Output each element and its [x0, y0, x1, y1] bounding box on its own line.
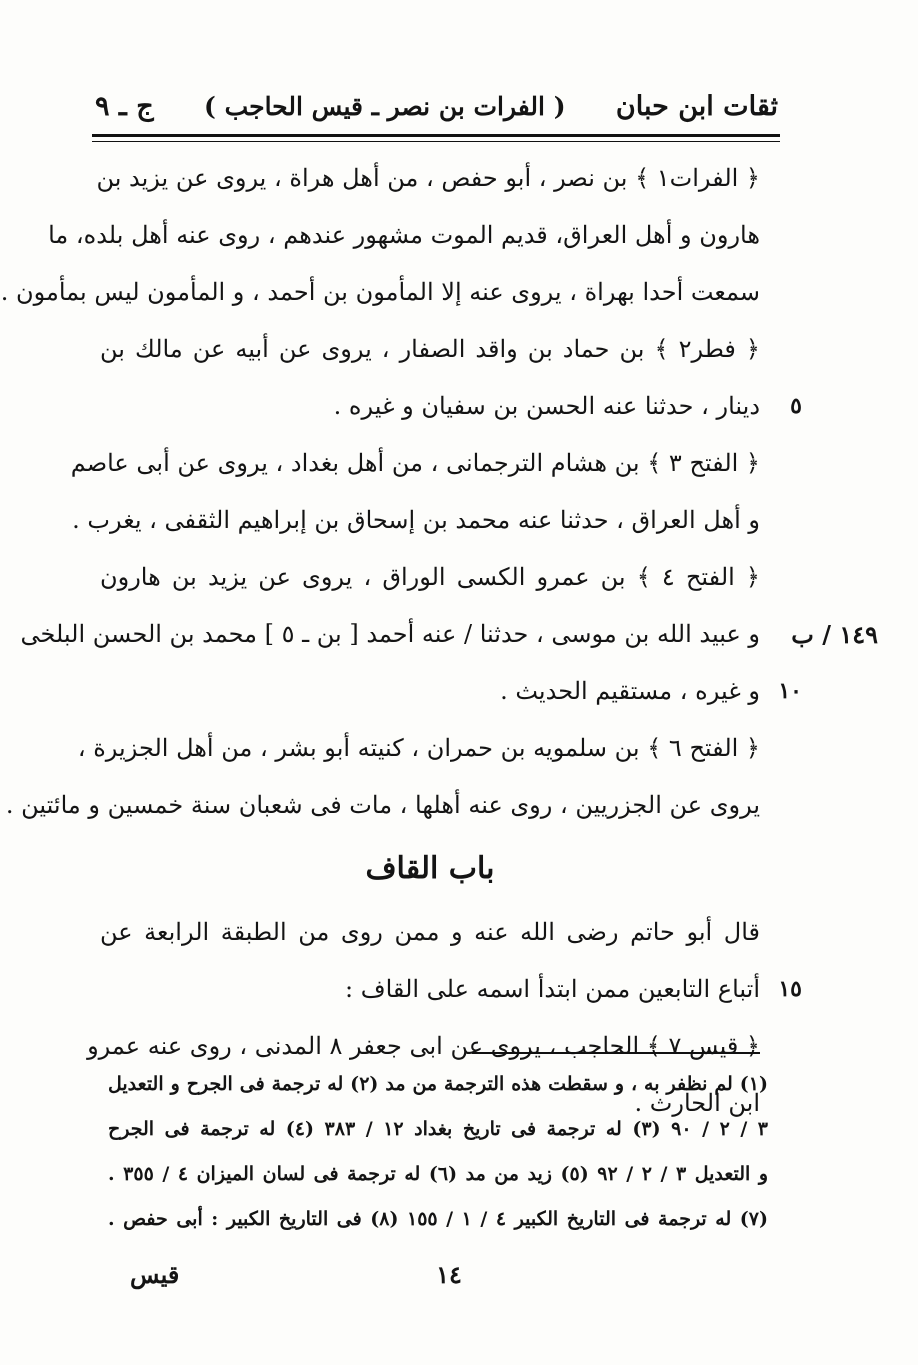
text-line-3: سمعت أحدا بهراة ، يروى عنه إلا المأمون بن أحمد ، و المأمون ليس بمأمون . [0, 278, 760, 306]
text-line-16: ابن الحارث . [634, 1089, 760, 1117]
text-line-9: و عبيد الله بن موسى ، حدثنا / عنه أحمد [ بن ـ ٥ ] محمد بن الحسن البلخى ١٤٩ / ب [100, 606, 760, 663]
footnote-line: ٣ / ٢ / ٩٠ (٣) له ترجمة فى تاريخ بغداد ١٢ / ٣٨٣ (٤) له ترجمة فى الجرح [108, 1118, 769, 1140]
text-line-8: ﴿ الفتح ٤ ﴾ بن عمرو الكسى الوراق ، يروى عن يزيد بن هارون [100, 563, 760, 591]
text-line-15: ﴿ قيس ٧ ﴾ الحاجب ، يروى عن ابى جعفر ٨ المدنى ، روى عنه عمرو [87, 1032, 760, 1060]
footnote-line: (٧) له ترجمة فى التاريخ الكبير ٤ / ١ / ١٥٥ (٨) فى التاريخ الكبير : أبى حفص . [108, 1208, 768, 1230]
header-rule [92, 134, 780, 142]
running-header [95, 82, 778, 130]
text-line-14: أتباع التابعين ممن ابتدأ اسمه على القاف : ١٥ [100, 961, 760, 1018]
line-number: ١٠ [778, 678, 802, 704]
catchword: قيس [130, 1260, 180, 1289]
footnote-line: (١) لم نظفر به ، و سقطت هذه الترجمة من مد (٢) له ترجمة فى الجرح و التعديل [108, 1073, 769, 1095]
line-number: ٥ [790, 393, 802, 419]
text-line-5: دينار ، حدثنا عنه الحسن بن سفيان و غيره . ٥ [100, 378, 760, 435]
chapter-heading: باب القاف [365, 851, 495, 886]
text-line-12: يروى عن الجزريين ، روى عنه أهلها ، مات فى شعبان سنة خمسين و مائتين . [5, 791, 760, 819]
text-line-4: ﴿ فطر٢ ﴾ بن حماد بن واقد الصفار ، يروى عن أبيه عن مالك بن [100, 335, 760, 363]
text-line-11: ﴿ الفتح ٦ ﴾ بن سلمويه بن حمران ، كنيته أبو بشر ، من أهل الجزيرة ، [77, 734, 760, 762]
text-line-7: و أهل العراق ، حدثنا عنه محمد بن إسحاق بن إبراهيم الثقفى ، يغرب . [72, 506, 760, 534]
volume-number: ج ـ ٩ [95, 90, 154, 122]
text-line-13: قال أبو حاتم رضى الله عنه و ممن روى من الطبقة الرابعة عن [100, 918, 760, 946]
text-line-1: ﴿ الفرات١ ﴾ بن نصر ، أبو حفص ، من أهل هراة ، يروى عن يزيد بن [96, 164, 760, 192]
footnotes [108, 1062, 768, 1242]
text-line-6: ﴿ الفتح ٣ ﴾ بن هشام الترجمانى ، من أهل بغداد ، يروى عن أبى عاصم [70, 449, 760, 477]
manuscript-folio-note: ١٤٩ / ب [791, 620, 878, 649]
book-title: ثقات ابن حبان [615, 90, 778, 122]
page-number: ١٤ [436, 1260, 462, 1289]
footnote-rule [472, 1052, 760, 1054]
text-line-2: هارون و أهل العراق، قديم الموت مشهور عندهم ، روى عنه أهل بلده، ما [48, 221, 760, 249]
footnote-line: و التعديل ٣ / ٢ / ٩٢ (٥) زيد من مد (٦) له ترجمة فى لسان الميزان ٤ / ٣٥٥ . [108, 1163, 769, 1185]
page-footer [130, 1260, 768, 1300]
main-text [0, 150, 878, 1132]
text-line-10: و غيره ، مستقيم الحديث . ١٠ [100, 663, 760, 720]
line-number: ١٥ [778, 976, 802, 1002]
section-range: ( الفرات بن نصر ـ قيس الحاجب ) [204, 91, 566, 121]
